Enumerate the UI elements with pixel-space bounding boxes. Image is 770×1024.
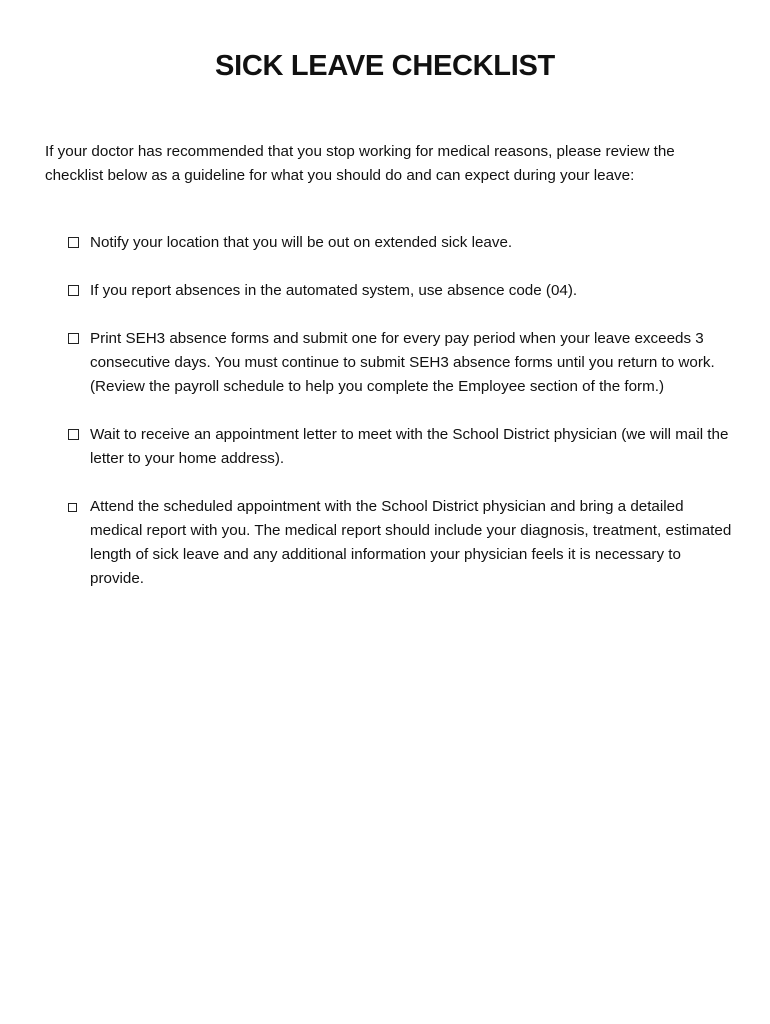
checkbox[interactable] <box>68 429 79 440</box>
checklist-item-text: Attend the scheduled appointment with the School District physician and bring a detailed medical report with you. The medical report should include your diagnosis, treatment, estimated length of sick leave and any additional information your physician feels it is necessary to provide. <box>90 498 732 587</box>
checklist-item-appointment-letter <box>68 423 733 471</box>
checklist <box>68 231 733 615</box>
checklist-item-notify-location <box>68 231 733 255</box>
checkbox[interactable] <box>68 237 79 248</box>
checklist-item-text: If you report absences in the automated system, use absence code (04). <box>90 282 578 299</box>
checklist-item-text: Print SEH3 absence forms and submit one for every pay period when your leave exceeds 3 consecutive days. You must continue to submit SEH3 absence forms until you return to work. (Review the payroll schedule to help you complete the Employee section of the form.) <box>90 330 715 395</box>
checkbox[interactable] <box>68 503 77 512</box>
page-title: SICK LEAVE CHECKLIST <box>215 50 555 82</box>
checklist-item-text: Notify your location that you will be out on extended sick leave. <box>90 234 513 251</box>
intro-paragraph: If your doctor has recommended that you stop working for medical reasons, please review the checklist below as a guideline for what you should do and can expect during your leave: <box>45 143 675 184</box>
checkbox[interactable] <box>68 285 79 296</box>
checkbox[interactable] <box>68 333 79 344</box>
checklist-item-attend-appointment <box>68 495 733 591</box>
checklist-item-absence-code <box>68 279 733 303</box>
checklist-item-seh3-forms <box>68 327 733 399</box>
checklist-item-text: Wait to receive an appointment letter to meet with the School District physician (we will mail the letter to your home address). <box>90 426 729 467</box>
